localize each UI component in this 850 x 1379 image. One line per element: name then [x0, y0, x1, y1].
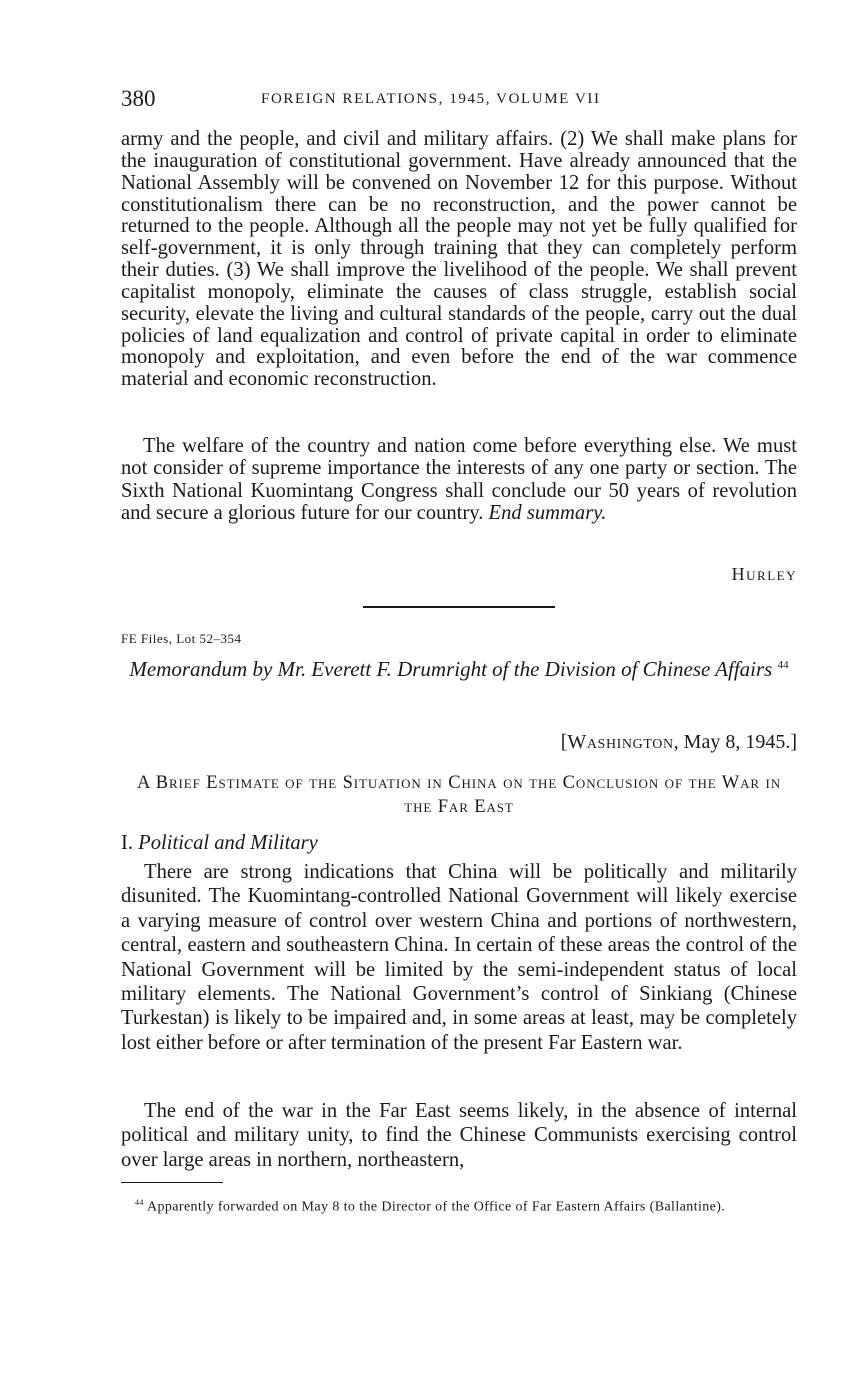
estimate-title: A Brief Estimate of the Situation in China on the Conclusion of the War in the Far East	[136, 773, 782, 817]
paragraph-text: The end of the war in the Far East seems likely, in the absence of internal political and military unity, to find the Chinese Communists exercising control over large areas in northern, northeastern,	[121, 1100, 797, 1171]
dateline-place: Washington	[567, 731, 674, 753]
body-paragraph	[121, 1099, 797, 1172]
memorandum-title	[121, 656, 797, 683]
continued-paragraph-text: army and the people, and civil and military affairs. (2) We shall make plans for the inauguration of constitutional government. Have already announced that the National Assembly will be convened on November 12 for this purpose. Without constitutionalism there can be no reconstruction, and the power cannot be returned to the people. Although all the people may not yet be fully qualified for self-government, it is only through training that they can completely perform their duties. (3) We shall improve the livelihood of the people. We shall prevent capitalist monopoly, eliminate the causes of class struggle, establish social security, elevate the living and cultural standards of the people, carry out the dual policies of land equalization and control of private capital in order to eliminate monopoly and exploitation, and even before the end of the war commence material and economic reconstruction.	[121, 128, 797, 391]
dateline: [Washington, May 8, 1945.]	[560, 731, 797, 753]
paragraph-text: There are strong indications that China will be politically and militarily disunited. The Kuomintang-controlled National Government will likely exercise a varying measure of control over western China and portions of northwestern, central, eastern and southeastern China. In certain of these areas the control of the National Government will be limited by the semi-independent status of local military elements. The National Government’s control of Sinkiang (Chinese Turkestan) is likely to be impaired and, in some areas at least, may be completely lost either before or after termination of the present Far Eastern war.	[121, 861, 797, 1054]
body-paragraph	[121, 860, 797, 1055]
running-header	[121, 86, 797, 114]
footnote	[121, 1194, 797, 1216]
page-number: 380	[121, 86, 156, 111]
section-number: I.	[121, 832, 134, 854]
memorandum-title-text: Memorandum by Mr. Everett F. Drumright of the Division of Chinese Affairs	[129, 657, 773, 681]
file-reference: FE Files, Lot 52–354	[121, 631, 242, 646]
footnote-rule	[121, 1182, 223, 1183]
title-footnote-marker: 44	[777, 659, 789, 671]
section-divider	[363, 606, 555, 608]
closing-paragraph	[121, 435, 797, 524]
section-title: Political and Military	[138, 832, 318, 854]
section-heading	[121, 832, 318, 855]
closing-paragraph-text: The welfare of the country and nation come before everything else. We must not consider of supreme importance the interests of any one party or section. The Sixth National Kuomintang Congress shall conclude our 50 years of revolution and secure a glorious future for our country.	[121, 435, 797, 524]
signature: Hurley	[731, 564, 797, 584]
continued-paragraph	[121, 129, 797, 391]
end-summary: End summary.	[488, 501, 607, 524]
footnote-marker: 44	[135, 1198, 144, 1207]
dateline-date: , May 8, 1945.]	[673, 731, 797, 753]
running-title: FOREIGN RELATIONS, 1945, VOLUME VII	[261, 91, 601, 107]
footnote-text: Apparently forwarded on May 8 to the Director of the Office of Far Eastern Affairs (Ballantine).	[146, 1199, 726, 1215]
